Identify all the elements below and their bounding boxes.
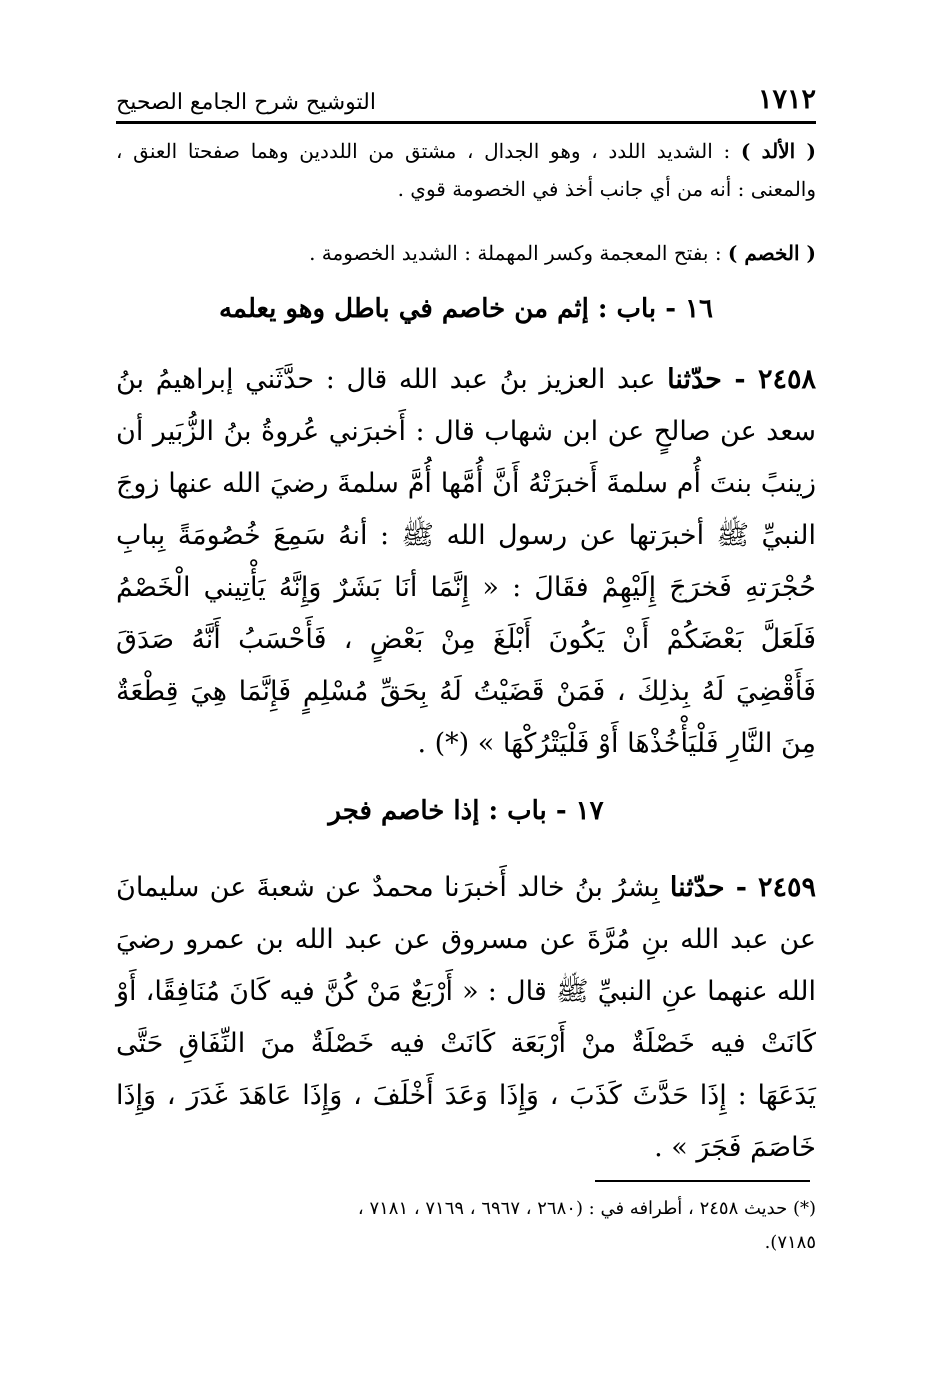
page-header — [116, 78, 816, 124]
glossary-entry — [116, 234, 816, 272]
glossary-term: ( الألد ) — [740, 139, 816, 163]
glossary-term: ( الخصم ) — [727, 241, 816, 265]
page-number: ١٧١٢ — [757, 84, 816, 115]
glossary-definition: : الشديد اللدد ، وهو الجدال ، مشتق من اللددين وهما صفحتا العنق ، والمعنى : أنه من أي جانب أخذ في الخصومة قوي . — [116, 139, 816, 201]
footnote-divider — [595, 1180, 810, 1182]
glossary-definition: : بفتح المعجمة وكسر المهملة : الشديد الخصومة . — [309, 241, 728, 265]
footnote-line: (*) حديث ٢٤٥٨ ، أطرافه في : (٢٦٨٠ ، ٦٩٦٧ ، ٧١٦٩ ، ٧١٨١ ، — [357, 1198, 816, 1219]
hadith-body: عبد العزيز بنُ عبد الله قال : حدَّثَني إبراهيمُ بنُ سعد عن صالحٍ عن ابن شهاب قال : أَخبرَني عُروةُ بنُ الزُّبَير أن زينبً بنتَ أُم سلمةَ أَخبرَتْهُ أَنَّ أُمَّها أُمَّ سلمةَ رضيَ الله عنها زوجَ النبيِّ ﷺ أخبرَتها عن رسول الله ﷺ : أنهُ سَمِعَ خُصُومَةً بِبابِ حُجْرَتهِ فَخرَجَ إِلَيْهِمْ فقَالَ : « إِنَّمَا أنَا بَشَرٌ وَإِنَّهُ يَأْتِيني الْخَصْمُ فَلَعَلَّ بَعْضَكُمْ أَنْ يَكُونَ أَبْلَغَ مِنْ بَعْضٍ ، فَأَحْسَبُ أَنَّهُ صَدَقَ فَأَقْضِيَ لَهُ بِذلِكَ ، فَمَنْ قَضَيْتُ لَهُ بِحَقِّ مُسْلِمٍ فَإِنَّمَا هِيَ قِطْعَةٌ مِنَ النَّارِ فَلْيَأْخُذْهَا أَوْ فَلْيَتْرُكْهَا » (*) . — [116, 364, 816, 759]
hadith-body: بِشرُ بنُ خالد أَخبرَنا محمدٌ عن شعبةَ عن سليمانَ عن عبد الله بنِ مُرَّةَ عن مسروق عن عبد الله بن عمرو رضيَ الله عنهما عنِ النبيِّ ﷺ قال : « أَرْبَعٌ مَنْ كُنَّ فيه كَانَ مُنَافِقًا، أَوْ كَانَتْ فيه خَصْلَةٌ منْ أَرْبَعَة كَانَتْ فيه خَصْلَةٌ منَ النِّفَاقِ حَتَّى يَدَعَهَا : إِذَا حَدَّثَ كَذَبَ ، وَإِذَا وَعَدَ أَخْلَفَ ، وَإِذَا عَاهَدَ غَدَرَ ، وَإِذَا خَاصَمَ فَجَرَ » . — [116, 872, 816, 1163]
hadith-text — [116, 354, 816, 770]
glossary-entry — [116, 132, 816, 208]
book-title: التوشيح شرح الجامع الصحيح — [116, 90, 376, 115]
hadith-text — [116, 862, 816, 1174]
hadith-number: ٢٤٥٩ - حدّثنا — [669, 872, 816, 903]
chapter-heading: ١٧ - باب : إذا خاصم فجر — [328, 796, 604, 826]
footnote — [116, 1192, 816, 1260]
footnote-line: ٧١٨٥). — [764, 1232, 816, 1253]
chapter-heading: ١٦ - باب : إثم من خاصم في باطل وهو يعلمه — [218, 294, 714, 324]
hadith-number: ٢٤٥٨ - حدّثنا — [667, 364, 816, 395]
